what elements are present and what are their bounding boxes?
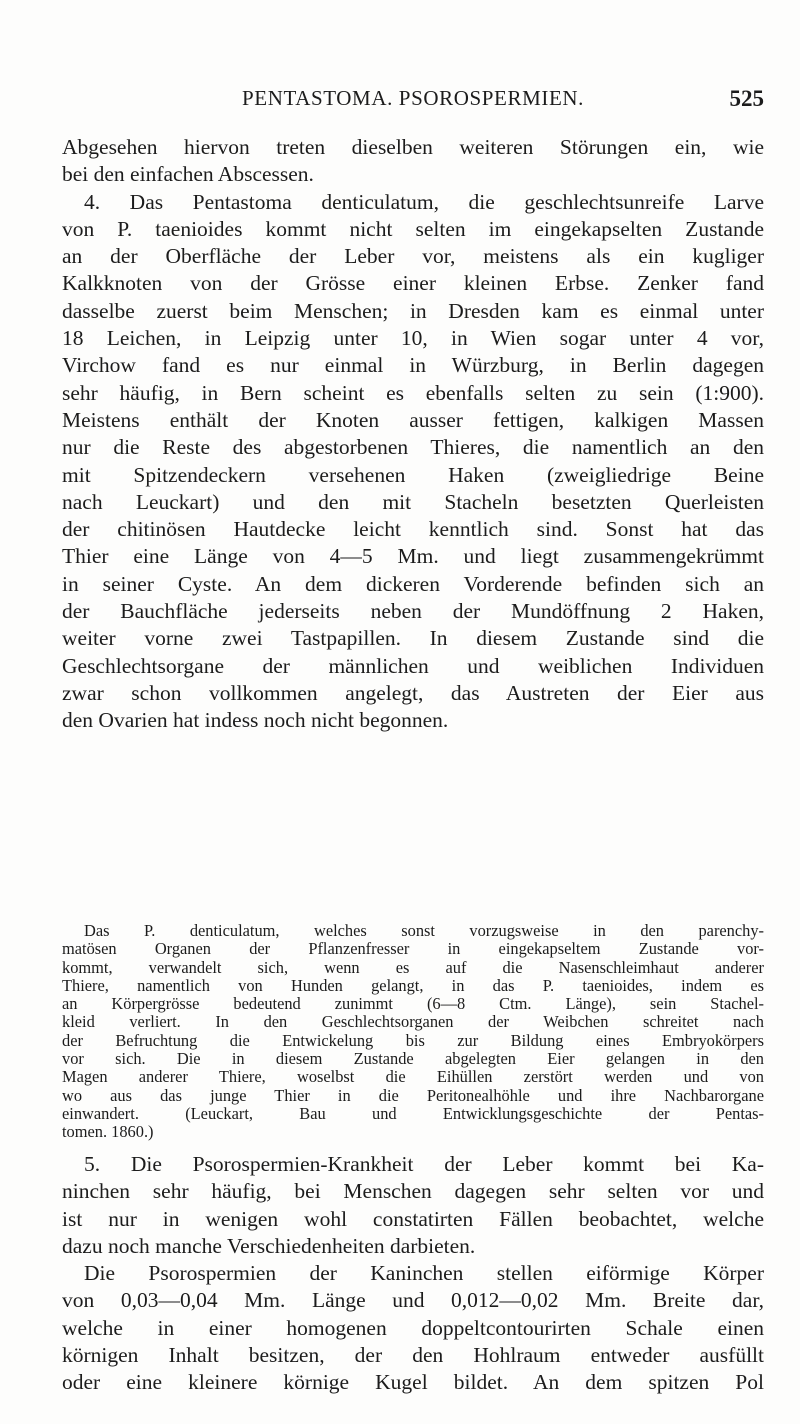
text-line: Meistens enthält der Knoten ausser fettigen, kalkigen Massen	[62, 407, 764, 432]
text-line: 4. Das Pentastoma denticulatum, die geschlechtsunreife Larve	[84, 189, 764, 214]
text-line: in seiner Cyste. An dem dickeren Vorderende befinden sich an	[62, 571, 764, 596]
footnote-line: kleid verliert. In den Geschlechtsorganen der Weibchen schreitet nach	[62, 1013, 764, 1032]
text-line: der Bauchfläche jederseits neben der Mundöffnung 2 Haken,	[62, 599, 764, 624]
footnote-line: wo aus das junge Thier in die Peritonealhöhle und ihre Nachbarorgane	[62, 1086, 764, 1105]
main-text-continued	[62, 1151, 764, 1397]
text-line: den Ovarien hat indess noch nicht begonnen.	[62, 708, 449, 733]
text-line: der chitinösen Hautdecke leicht kenntlich sind. Sonst hat das	[62, 517, 764, 542]
text-line: bei den einfachen Abscessen.	[62, 162, 314, 187]
running-header	[62, 86, 764, 116]
text-line: zwar schon vollkommen angelegt, das Austreten der Eier aus	[62, 680, 764, 705]
text-line: an der Oberfläche der Leber vor, meistens als ein kugliger	[62, 244, 764, 269]
text-line: von P. taenioides kommt nicht selten im eingekapselten Zustande	[62, 216, 764, 241]
text-line: dasselbe zuerst beim Menschen; in Dresden kam es einmal unter	[62, 298, 764, 323]
page-number: 525	[729, 86, 764, 111]
text-line: oder eine kleinere körnige Kugel bildet. An dem spitzen Pol	[62, 1370, 764, 1395]
text-line: nur die Reste des abgestorbenen Thieres, die namentlich an den	[62, 435, 764, 460]
text-line: sehr häufig, in Bern scheint es ebenfalls selten zu sein (1:900).	[62, 380, 764, 405]
footnote-line: Thiere, namentlich von Hunden gelangt, in das P. taenioides, indem es	[62, 976, 764, 995]
text-line: Kalkknoten von der Grösse einer kleinen Erbse. Zenker fand	[62, 271, 764, 296]
footnote-line: der Befruchtung die Entwickelung bis zur Bildung eines Embryokörpers	[62, 1031, 764, 1050]
text-line: welche in einer homogenen doppeltcontourirten Schale einen	[62, 1315, 764, 1340]
text-line: ist nur in wenigen wohl constatirten Fällen beobachtet, welche	[62, 1206, 764, 1231]
footnote-line: matösen Organen der Pflanzenfresser in eingekapseltem Zustande vor-	[62, 940, 764, 959]
main-text	[62, 134, 764, 735]
text-line: 18 Leichen, in Leipzig unter 10, in Wien sogar unter 4 vor,	[62, 326, 764, 351]
footnote-line: Magen anderer Thiere, woselbst die Eihüllen zerstört werden und von	[62, 1068, 764, 1087]
footnote-line: vor sich. Die in diesem Zustande abgelegten Eier gelangen in den	[62, 1050, 764, 1069]
footnote-line: kommt, verwandelt sich, wenn es auf die Nasenschleimhaut anderer	[62, 958, 764, 977]
running-title: PENTASTOMA. PSOROSPERMIEN.	[241, 86, 584, 110]
footnote-line: einwandert. (Leuckart, Bau und Entwicklungsgeschichte der Pentas-	[62, 1104, 764, 1123]
text-line: körnigen Inhalt besitzen, der den Hohlraum entweder ausfüllt	[62, 1343, 764, 1368]
footnote-line: tomen. 1860.)	[62, 1123, 154, 1142]
text-line: Thier eine Länge von 4—5 Mm. und liegt zusammengekrümmt	[62, 544, 764, 569]
text-line: Die Psorospermien der Kaninchen stellen eiförmige Körper	[84, 1261, 764, 1286]
text-line: weiter vorne zwei Tastpapillen. In diesem Zustande sind die	[62, 626, 764, 651]
text-line: 5. Die Psorospermien-Krankheit der Leber kommt bei Ka-	[84, 1152, 764, 1176]
text-line: von 0,03—0,04 Mm. Länge und 0,012—0,02 Mm. Breite dar,	[62, 1288, 764, 1313]
footnote-line: an Körpergrösse bedeutend zunimmt (6—8 Ctm. Länge), sein Stachel-	[62, 995, 764, 1014]
text-line: ninchen sehr häufig, bei Menschen dagegen sehr selten vor und	[62, 1179, 764, 1204]
text-line: Geschlechtsorgane der männlichen und weiblichen Individuen	[62, 653, 764, 678]
text-line: dazu noch manche Verschiedenheiten darbieten.	[62, 1233, 476, 1258]
text-line: Abgesehen hiervon treten dieselben weiteren Störungen ein, wie	[62, 135, 764, 159]
text-line: Virchow fand es nur einmal in Würzburg, in Berlin dagegen	[62, 353, 764, 378]
text-line: mit Spitzendeckern versehenen Haken (zweigliedrige Beine	[62, 462, 764, 487]
footnote	[62, 922, 764, 1142]
footnote-line: Das P. denticulatum, welches sonst vorzugsweise in den parenchy-	[84, 922, 764, 940]
text-line: nach Leuckart) und den mit Stacheln besetzten Querleisten	[62, 489, 764, 514]
